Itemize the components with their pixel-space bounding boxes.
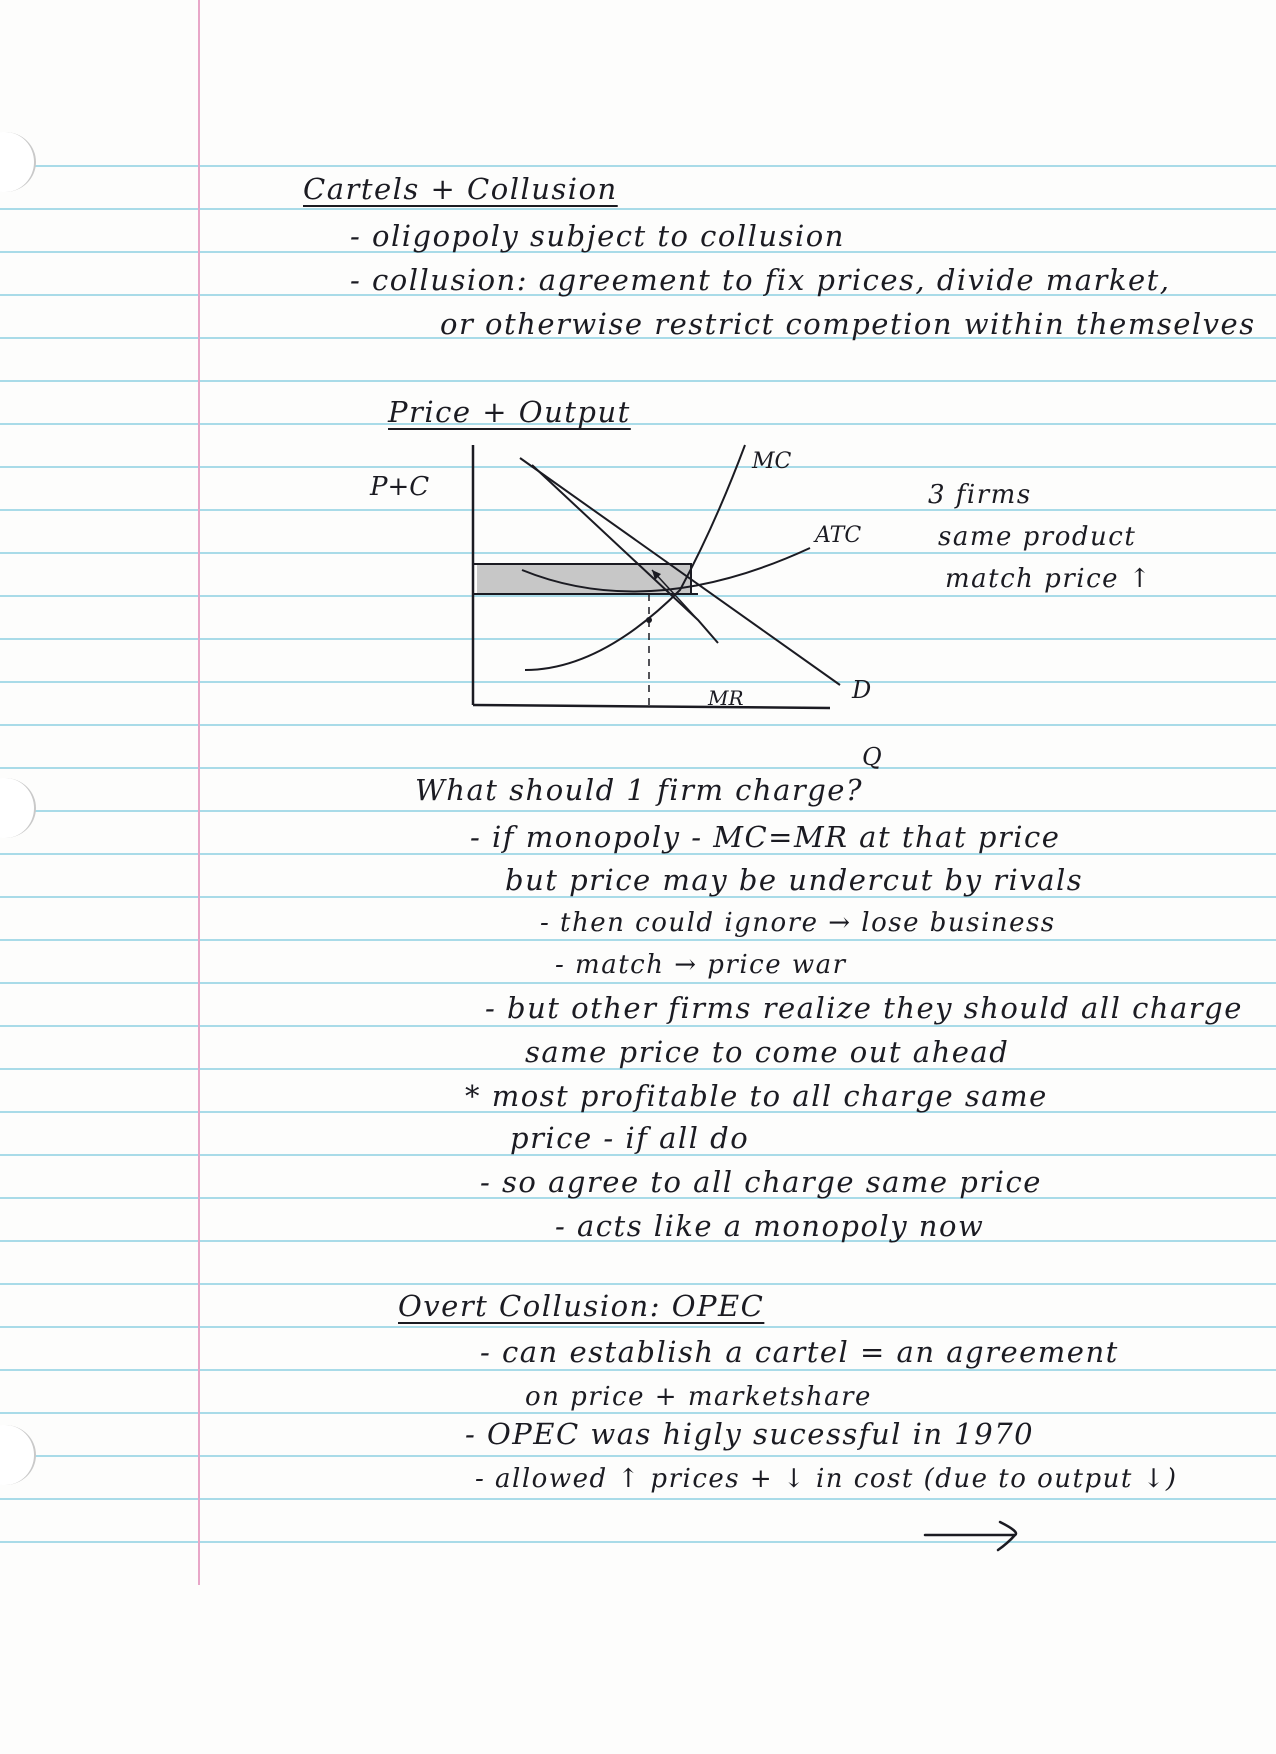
answer-line-6: same price to come out ahead <box>525 1035 1010 1069</box>
intro-line-1: - oligopoly subject to collusion <box>350 219 845 253</box>
punch-hole-top <box>0 132 36 192</box>
answer-line-8: price - if all do <box>510 1121 750 1155</box>
answer-line-5: - but other firms realize they should all charge <box>485 991 1243 1025</box>
intersection-point <box>646 617 652 623</box>
side-note-1: 3 firms <box>928 480 1032 510</box>
label-mc: MC <box>752 449 792 474</box>
opec-line-1: - can establish a cartel = an agreement <box>480 1335 1119 1369</box>
answer-line-1: - if monopoly - MC=MR at that price <box>470 820 1061 854</box>
question: What should 1 firm charge? <box>415 773 864 807</box>
side-note-3: match price ↑ <box>945 564 1153 594</box>
label-mr: MR <box>708 686 744 710</box>
graph-y-label: P+C <box>370 472 430 502</box>
answer-line-9: - so agree to all charge same price <box>480 1165 1042 1199</box>
punch-hole-bottom <box>0 1425 36 1485</box>
intro-line-3: or otherwise restrict competion within themselves <box>440 307 1256 341</box>
mr-curve <box>532 465 718 643</box>
graph-x-axis <box>473 705 830 708</box>
opec-line-4: - allowed ↑ prices + ↓ in cost (due to output ↓) <box>475 1464 1178 1494</box>
label-atc: ATC <box>815 523 862 548</box>
punch-hole-middle <box>0 778 36 838</box>
intro-line-2: - collusion: agreement to fix prices, divide market, <box>350 263 1171 297</box>
price-output-graph <box>370 430 882 771</box>
answer-line-3: - then could ignore → lose business <box>540 908 1056 938</box>
continue-arrow-icon <box>920 1510 1030 1560</box>
heading: Cartels + Collusion <box>303 172 618 206</box>
answer-line-2: but price may be undercut by rivals <box>505 863 1084 897</box>
graph-x-label: Q <box>862 743 882 771</box>
margin-line <box>198 0 200 1585</box>
opec-line-3: - OPEC was higly sucessful in 1970 <box>465 1417 1035 1451</box>
opec-line-2: on price + marketshare <box>525 1382 872 1412</box>
side-note-2: same product <box>938 522 1137 552</box>
answer-line-7: * most profitable to all charge same <box>465 1079 1048 1113</box>
label-d: D <box>852 676 872 704</box>
answer-line-10: - acts like a monopoly now <box>555 1209 985 1243</box>
answer-line-4: - match → price war <box>555 950 847 980</box>
section-title-opec: Overt Collusion: OPEC <box>398 1289 765 1323</box>
section-title-price-output: Price + Output <box>388 395 631 429</box>
